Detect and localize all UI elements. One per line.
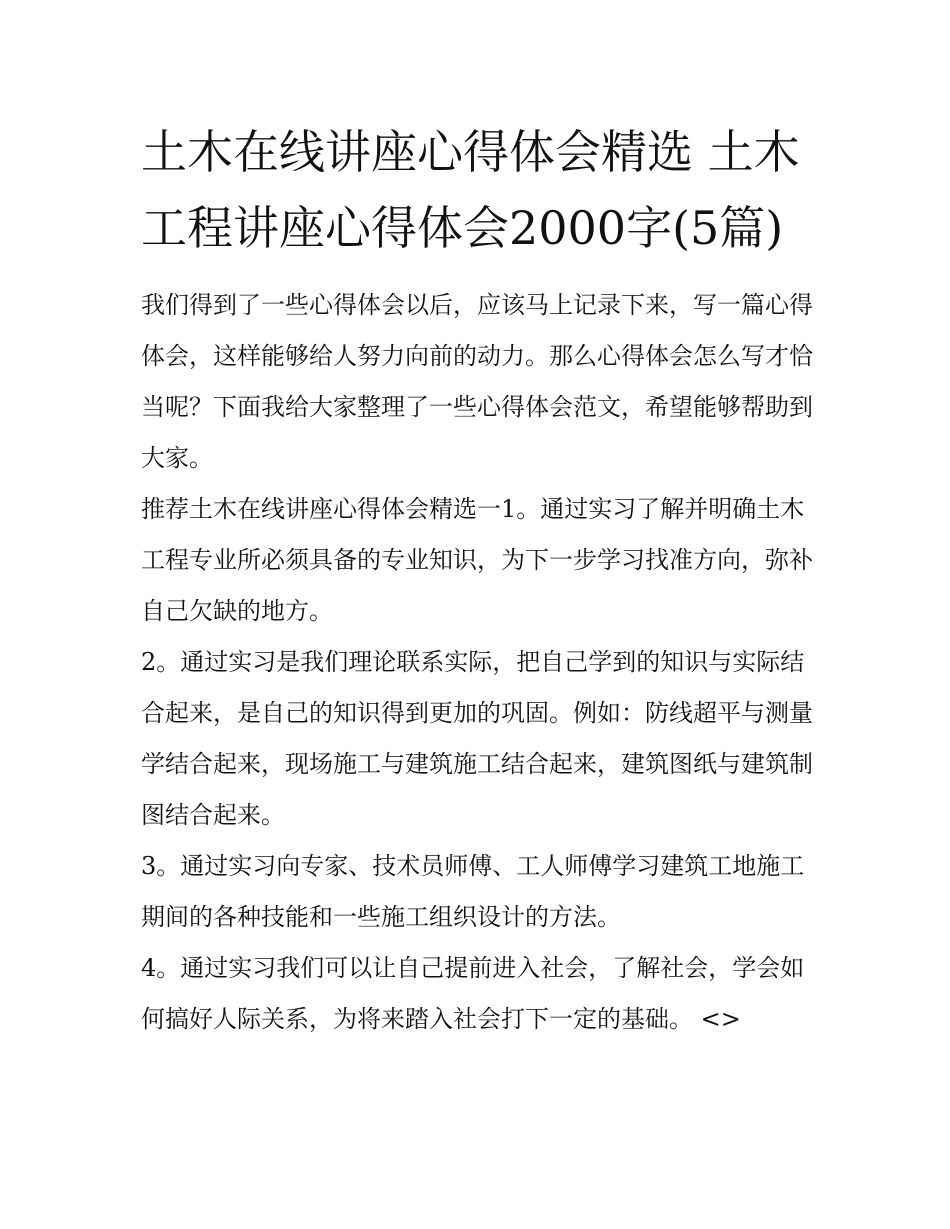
document-title: 土木在线讲座心得体会精选 土木工程讲座心得体会2000字(5篇) (141, 125, 800, 255)
paragraph-item-4: 4。通过实习我们可以让自己提前进入社会，了解社会，学会如何搞好人际关系，为将来踏入社会打下一定的基础。 <> (141, 954, 805, 1033)
intro-paragraph: 我们得到了一些心得体会以后，应该马上记录下来，写一篇心得体会，这样能够给人努力向前的动力。那么心得体会怎么写才恰当呢？下面我给大家整理了一些心得体会范文，希望能够帮助到大家。 (141, 291, 813, 472)
paragraph-item-3: 3。通过实习向专家、技术员师傅、工人师傅学习建筑工地施工期间的各种技能和一些施工组织设计的方法。 (141, 852, 805, 931)
document-body (141, 114, 813, 1045)
paragraph-item-2: 2。通过实习是我们理论联系实际，把自己学到的知识与实际结合起来，是自己的知识得到更加的巩固。例如：防线超平与测量学结合起来，现场施工与建筑施工结合起来，建筑图纸与建筑制图结合起来。 (141, 648, 813, 829)
paragraph-item-1: 推荐土木在线讲座心得体会精选一1。通过实习了解并明确土木工程专业所必须具备的专业知识，为下一步学习找准方向，弥补自己欠缺的地方。 (141, 495, 813, 625)
